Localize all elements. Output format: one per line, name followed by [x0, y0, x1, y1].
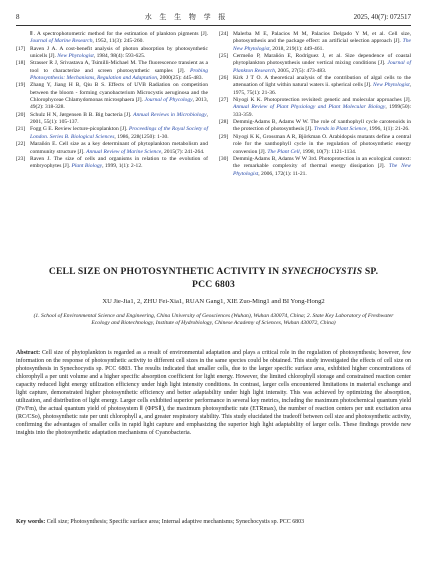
- reference-text: Kirk J T O. A theoretical analysis of the contribution of algal cells to the attenuation of light within natural waters ii. spherical cells [J].: [233, 75, 411, 89]
- reference-item: [16, 112, 208, 127]
- reference-item: [16, 82, 208, 111]
- reference-tail: , 2006, 172(1): 11-21.: [258, 170, 307, 177]
- header-rule: [16, 25, 411, 26]
- reference-tail: , 2013, 49(2): 318-328.: [30, 97, 208, 111]
- reference-source-link[interactable]: Annual Reviews in Microbiology: [133, 111, 207, 118]
- reference-item: [219, 31, 411, 53]
- reference-item: [219, 119, 411, 134]
- reference-item: [16, 126, 208, 141]
- reference-text: Raven J A. A cost-benefit analysis of photon absorption by photosynthetic unicells [J].: [30, 45, 208, 60]
- title-suffix: SP.: [362, 266, 379, 277]
- reference-text: Strasser R J, Srivastava A, Tsimilli-Michael M. The fluorescence transient as a tool to characterize and screen photosynthetic samples [J].: [30, 60, 208, 74]
- title-prefix: CELL SIZE ON PHOTOSYNTHETIC ACTIVITY IN: [48, 266, 282, 277]
- reference-text: Schulz H N, Jørgensen B B. Big bacteria [J].: [30, 111, 134, 118]
- reference-number: [20]: [16, 111, 26, 118]
- reference-text: Marañón E. Cell size as a key determinant of phytoplankton metabolism and community structure [J].: [30, 141, 208, 155]
- reference-source-link[interactable]: Trends in Plant Science: [314, 126, 367, 133]
- reference-tail: , 1984, 98(4): 593-625.: [93, 53, 146, 60]
- affiliation: (1. School of Environmental Science and Engineering, China University of Geosciences (Wuhan), Wuhan 430074, China; 2. State Key Laboratory of Freshwater Ecology and Biotechnology, Institute of Hydrobiology, Chinese Academy of Sciences, Wuhan 430072, China): [33, 313, 394, 327]
- reference-text: Niyogi K K, Grossman A R, Björkman O. Arabidopsis mutants define a central role for the xanthophyll cycle in the regulation of photosynthetic energy conversion [J].: [233, 133, 411, 155]
- reference-text: Cermeño P, Marañón E, Rodríguez J, et al. Size dependence of coastal phytoplankton photosynthesis under vertical mixing conditions [J].: [233, 53, 411, 67]
- reference-number: [30]: [219, 155, 229, 162]
- author-list: XU Jie-Jia1, 2, ZHU Fei-Xia1, RUAN Gang1, XIE Zuo-Ming1 and BI Yong-Hong2: [102, 298, 325, 305]
- reference-source-link[interactable]: Journal of Marine Research: [30, 38, 93, 45]
- reference-text: Fogg G E. Review lecture-picoplankton [J].: [30, 126, 129, 133]
- reference-item: [219, 53, 411, 75]
- keywords-text: Cell size; Photosynthesis; Specific surface area; Internal adaptive mechanisms; Synechocystis sp. PCC 6803: [45, 519, 305, 525]
- reference-number: [17]: [16, 45, 26, 52]
- reference-number: [22]: [16, 141, 26, 148]
- reference-tail: , 1998, 10(7): 1121-1134.: [299, 148, 357, 155]
- reference-tail: , 1996, 1(1): 21-26.: [366, 126, 410, 133]
- reference-tail: , 2001, 55(1): 105-137.: [30, 111, 208, 126]
- reference-tail: , 1952, 11(3): 245-260.: [92, 38, 144, 45]
- reference-tail: , 2000(25): 445-483.: [157, 75, 203, 82]
- abstract-label: Abstract:: [16, 350, 41, 356]
- reference-item: [219, 97, 411, 119]
- reference-source-link[interactable]: The New Phytologist: [233, 163, 411, 177]
- references-right-column: [219, 31, 411, 178]
- reference-tail: , 1999(50): 333-359.: [233, 104, 411, 118]
- references: [16, 31, 411, 178]
- journal-name: 水 生 生 物 学 报: [144, 13, 229, 21]
- running-header: [16, 11, 411, 23]
- reference-source-link[interactable]: Annual Review of Marine Science: [86, 148, 162, 155]
- reference-text: Malerba M E, Palacios M M, Palacios Delgado Y M, et al. Cell size, photosynthesis and the package effect: an artificial selection approach [J].: [233, 31, 411, 45]
- issue-info: 2025, 40(7): 072517: [353, 13, 411, 21]
- reference-text: Demmig-Adams B, Adams W W. The role of xanthophyll cycle carotenoids in the protection of photosynthesis [J].: [233, 119, 411, 133]
- reference-number: [19]: [16, 82, 26, 89]
- keywords-label: Key words:: [16, 519, 46, 525]
- reference-source-link[interactable]: Journal of Plankton Research: [233, 60, 411, 74]
- reference-item: [219, 75, 411, 97]
- reference-item: [219, 156, 411, 178]
- references-left-column: [16, 31, 208, 178]
- reference-tail: , 2005, 27(5): 473-483.: [274, 67, 327, 74]
- reference-item: [16, 60, 208, 82]
- reference-source-link[interactable]: Probing Photosynthesis: Mechanisms, Regulation and Adaptation: [30, 67, 208, 82]
- reference-item: [16, 46, 208, 61]
- reference-source-link[interactable]: Journal of Phycology: [144, 97, 193, 104]
- reference-number: [18]: [16, 60, 26, 67]
- reference-source-link[interactable]: Plant Biology: [71, 163, 103, 170]
- reference-number: [25]: [219, 53, 229, 60]
- reference-text: Niyogi K K. Photoprotection revisited: genetic and molecular approaches [J].: [233, 97, 411, 104]
- reference-source-link[interactable]: Annual Review of Plant Physiology and Plant Molecular Biology: [233, 104, 386, 111]
- reference-tail: , 1975, 75(1): 21-36.: [233, 82, 412, 96]
- reference-tail: , 2015(7): 241-264.: [161, 148, 205, 155]
- reference-item: [16, 156, 208, 171]
- reference-source-link[interactable]: New Phytologist: [373, 82, 410, 89]
- reference-number: [29]: [219, 133, 229, 140]
- reference-item: [16, 141, 208, 156]
- reference-source-link[interactable]: The Plant Cell: [267, 148, 300, 155]
- english-title: [16, 266, 411, 291]
- reference-text: Raven J. The size of cells and organisms in relation to the evolution of embryophytes [J].: [30, 155, 208, 170]
- reference-number: [27]: [219, 97, 229, 104]
- reference-tail: , 1999, 1(1): 2-12.: [102, 163, 143, 170]
- reference-tail: , 2018, 219(1): 449-461.: [269, 45, 324, 52]
- reference-source-link[interactable]: New Phytologist: [57, 53, 94, 60]
- title-species: SYNECHOCYSTIS: [281, 266, 363, 277]
- abstract-text: Cell size of phytoplankton is regarded as a result of environmental adaptation and plays a critical role in the regulation of photosynthesis; however, few information on the response of photosynthetic activity to different cell sizes in the same species could be obtained. This study investigated the effects of cell size on photosynthesis in Synechocystis sp. PCC 6803. The results indicated that smaller cells, due to the larger specific surface area, exhibited higher concentrations of chlorophyll a per unit volume and a higher specific absorption coefficient for light energy. However, the limited chlorophyll storage and constrained reaction center capacity reduced light energy utilization efficiency under high light intensity conditions. In contrast, larger cells encountered limitations in material exchange and light capture, demonstrated higher photosynthetic efficiency and better adaptability under high light intensity. This was achieved by optimizing the absorption, utilization, and distribution of light energy. Larger cells exhibited superior performance in several key metrics, including the maximum photochemical quantum yield (Fv/Fm), the actual quantum yield of photosystem Ⅱ (ΦPSⅡ), the maximum photosynthetic rate (ETRmax), the number of reaction centers per unit excitation area (RC/CSo), photosynthetic rate per unit chlorophyll a, and greater respiratory stability. This study elucidated the tradeoff between cell size and photosynthetic activity, confirming the advantages of smaller cells in rapid light capture and emphasizing the superior high light adaptability of larger cells. These findings provide new insights into the photosynthetic adaptation mechanisms of Cyanobacteria.: [16, 350, 411, 436]
- abstract: [16, 350, 411, 437]
- reference-number: [24]: [219, 31, 229, 37]
- reference-number: [23]: [16, 155, 26, 162]
- reference-source-link[interactable]: Proceedings of the Royal Society of London. Series B. Biological Sciences: [30, 126, 208, 140]
- reference-text: Zhang Y, Jiang H B, Qiu B S. Effects of UVB Radiation on competition between the bloom - forming cyanobacterium Microcystis aeruginosa and the Chlorophyceae Chlamydomonas microsphaera [J].: [30, 82, 208, 104]
- reference-item: [219, 134, 411, 156]
- reference-item: [16, 31, 208, 46]
- title-line2: PCC 6803: [192, 278, 235, 290]
- reference-text: Ⅱ. A spectrophotometric method for the estimation of plankton pigments [J].: [30, 31, 208, 37]
- reference-text: Demmig-Adams B, Adams W W 3rd. Photoprotection in an ecological context: the remarkable complexity of thermal energy dissipation [J].: [233, 155, 411, 170]
- reference-number: [28]: [219, 119, 229, 126]
- keywords: [16, 519, 411, 527]
- reference-number: [21]: [16, 126, 26, 133]
- page-number: 8: [16, 13, 20, 21]
- reference-source-link[interactable]: The New Phytologist: [233, 38, 411, 52]
- reference-number: [26]: [219, 75, 229, 82]
- reference-tail: , 1986, 228(1250): 1-30.: [114, 133, 169, 140]
